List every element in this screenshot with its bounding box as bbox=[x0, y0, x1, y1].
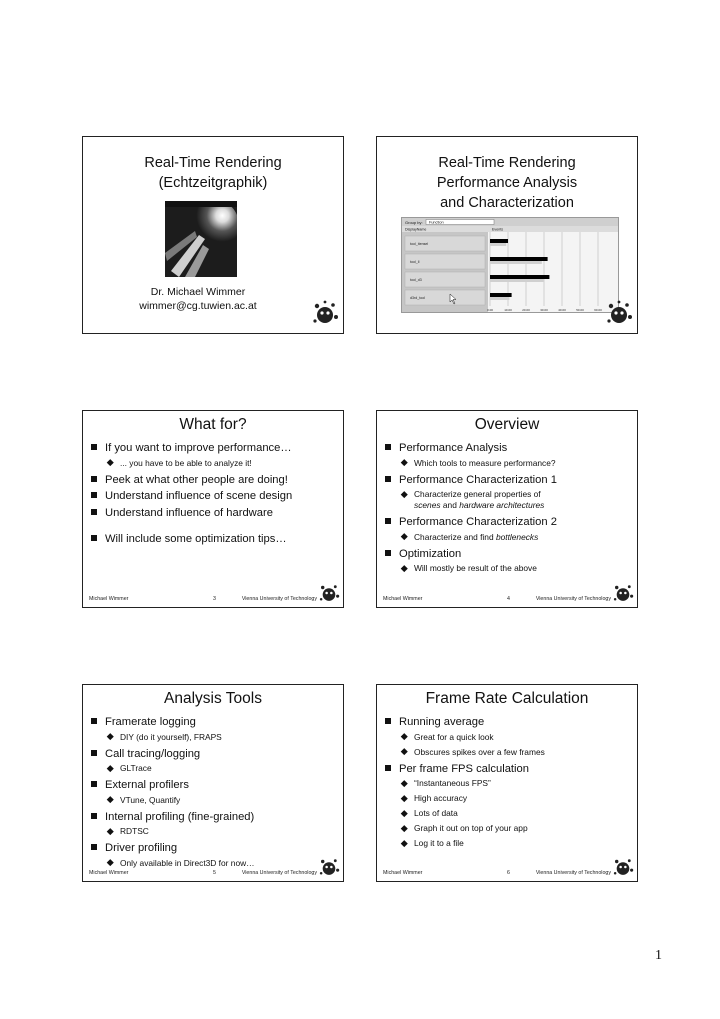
footer-page-number: 4 bbox=[507, 596, 510, 602]
bullet-level-2: Characterize general properties of scenes and hardware architectures bbox=[384, 489, 633, 511]
page-number: 1 bbox=[655, 948, 662, 963]
slide-bullets bbox=[90, 441, 339, 549]
bullet-level-1: Internal profiling (fine-grained) bbox=[90, 810, 339, 824]
bullet-level-1: Optimization bbox=[384, 547, 633, 561]
author-email: wimmer@cg.tuwien.ac.at bbox=[139, 300, 257, 312]
axis-tick-label: 30.00 bbox=[540, 308, 548, 312]
event-bar bbox=[490, 293, 512, 297]
footer-page-number: 5 bbox=[213, 870, 216, 876]
footer-institution: Vienna University of Technology bbox=[535, 870, 611, 876]
slide-bullets bbox=[384, 441, 633, 578]
event-bar bbox=[490, 239, 508, 243]
bullet-level-2: High accuracy bbox=[384, 793, 633, 804]
axis-tick-label: 50.00 bbox=[576, 308, 584, 312]
bullet-level-2: Great for a quick look bbox=[384, 732, 633, 743]
bullet-level-1: Understand influence of scene design bbox=[90, 489, 339, 503]
rendering-photo-image bbox=[165, 201, 237, 277]
event-bar-shadow bbox=[490, 279, 543, 282]
slide-bullets bbox=[384, 715, 633, 853]
slide-title-line-1: Real-Time Rendering bbox=[438, 155, 576, 171]
bullet-level-1: Peek at what other people are doing! bbox=[90, 473, 339, 487]
slide-title-line-2: Performance Analysis bbox=[436, 175, 578, 191]
function-name-label: tool_ll bbox=[410, 260, 420, 264]
bullet-level-1: Understand influence of hardware bbox=[90, 506, 339, 520]
slide-title-line-1: Real-Time Rendering bbox=[144, 155, 282, 171]
bullet-level-2: DIY (do it yourself), FRAPS bbox=[90, 732, 339, 743]
tuwien-splat-mascot-icon bbox=[318, 856, 340, 878]
event-bar-shadow bbox=[490, 243, 506, 246]
slide-title: Frame Rate Calculation bbox=[425, 690, 589, 707]
bullet-level-2: GLTrace bbox=[90, 763, 339, 774]
performance-analyzer-screenshot bbox=[401, 217, 619, 313]
bullet-level-2: Lots of data bbox=[384, 808, 633, 819]
slide-title-line-3: and Characterization bbox=[440, 195, 574, 211]
col-display-name: DisplayName bbox=[405, 227, 427, 232]
bullet-level-1: Running average bbox=[384, 715, 633, 729]
rendering-photo bbox=[165, 201, 237, 277]
footer-page-number: 6 bbox=[507, 870, 510, 876]
bullet-level-1: External profilers bbox=[90, 778, 339, 792]
footer-institution: Vienna University of Technology bbox=[241, 870, 317, 876]
bullet-level-1: Will include some optimization tips… bbox=[90, 532, 339, 546]
slide-title: What for? bbox=[179, 416, 247, 433]
tuwien-splat-mascot-icon bbox=[612, 856, 634, 878]
slide-3 bbox=[82, 410, 344, 608]
bullet-level-2: Obscures spikes over a few frames bbox=[384, 747, 633, 758]
tuwien-splat-mascot-icon bbox=[311, 299, 339, 327]
tuwien-splat-mascot-icon bbox=[612, 582, 634, 604]
bullet-level-2: ... you have to be able to analyze it! bbox=[90, 458, 339, 469]
bullet-level-1: Call tracing/logging bbox=[90, 747, 339, 761]
axis-tick-label: 40.00 bbox=[558, 308, 566, 312]
col-events: Events bbox=[492, 227, 503, 232]
function-name-label: tool_itensel bbox=[410, 242, 429, 246]
group-by-value: Function bbox=[429, 220, 444, 225]
slide-4 bbox=[376, 410, 638, 608]
footer-author: Michael Wimmer bbox=[383, 870, 423, 876]
tuwien-splat-mascot-icon bbox=[605, 299, 633, 327]
bullet-level-2: Log it to a file bbox=[384, 838, 633, 849]
slide-title: Overview bbox=[474, 416, 540, 433]
group-by-label: Group by: bbox=[405, 220, 423, 225]
axis-tick-label: 0.00 bbox=[487, 308, 493, 312]
bullet-level-2: Which tools to measure performance? bbox=[384, 458, 633, 469]
footer-institution: Vienna University of Technology bbox=[241, 596, 317, 602]
footer-page-number: 3 bbox=[213, 596, 216, 602]
bullet-level-1: Performance Characterization 1 bbox=[384, 473, 633, 487]
bullet-level-1: Framerate logging bbox=[90, 715, 339, 729]
bullet-level-2: Graph it out on top of your app bbox=[384, 823, 633, 834]
axis-tick-label: 10.00 bbox=[504, 308, 512, 312]
slide-title: Analysis Tools bbox=[164, 690, 262, 707]
bullet-level-1: Performance Analysis bbox=[384, 441, 633, 455]
bullet-level-2: VTune, Quantify bbox=[90, 795, 339, 806]
bullet-level-2: Characterize and find bottlenecks bbox=[384, 532, 633, 543]
author-name: Dr. Michael Wimmer bbox=[150, 286, 246, 298]
slide-2-title bbox=[376, 136, 638, 334]
tuwien-splat-mascot-icon bbox=[318, 582, 340, 604]
footer-author: Michael Wimmer bbox=[89, 596, 129, 602]
bullet-level-1: Performance Characterization 2 bbox=[384, 515, 633, 529]
bullet-level-1: Per frame FPS calculation bbox=[384, 762, 633, 776]
bullet-level-2: “Instantaneous FPS” bbox=[384, 778, 633, 789]
footer-author: Michael Wimmer bbox=[89, 870, 129, 876]
bullet-level-2: RDTSC bbox=[90, 826, 339, 837]
function-name-label: d3rd_tool bbox=[410, 296, 425, 300]
footer-institution: Vienna University of Technology bbox=[535, 596, 611, 602]
event-bar bbox=[490, 257, 548, 261]
footer-author: Michael Wimmer bbox=[383, 596, 423, 602]
axis-tick-label: 60.00 bbox=[594, 308, 602, 312]
bullet-level-2: Only available in Direct3D for now… bbox=[90, 858, 339, 869]
function-name-label: tool_d3 bbox=[410, 278, 422, 282]
event-bar-shadow bbox=[490, 297, 509, 300]
slide-title-line-2: (Echtzeitgraphik) bbox=[158, 175, 268, 191]
event-bar bbox=[490, 275, 549, 279]
bullet-level-1: If you want to improve performance… bbox=[90, 441, 339, 455]
bullet-level-1: Driver profiling bbox=[90, 841, 339, 855]
axis-tick-label: 20.00 bbox=[522, 308, 530, 312]
bullet-level-2: Will mostly be result of the above bbox=[384, 563, 633, 574]
slide-1-title bbox=[82, 136, 344, 334]
analyzer-chart bbox=[402, 218, 619, 313]
slide-5 bbox=[82, 684, 344, 882]
slide-6 bbox=[376, 684, 638, 882]
event-bar-shadow bbox=[490, 261, 542, 264]
slide-bullets bbox=[90, 715, 339, 873]
